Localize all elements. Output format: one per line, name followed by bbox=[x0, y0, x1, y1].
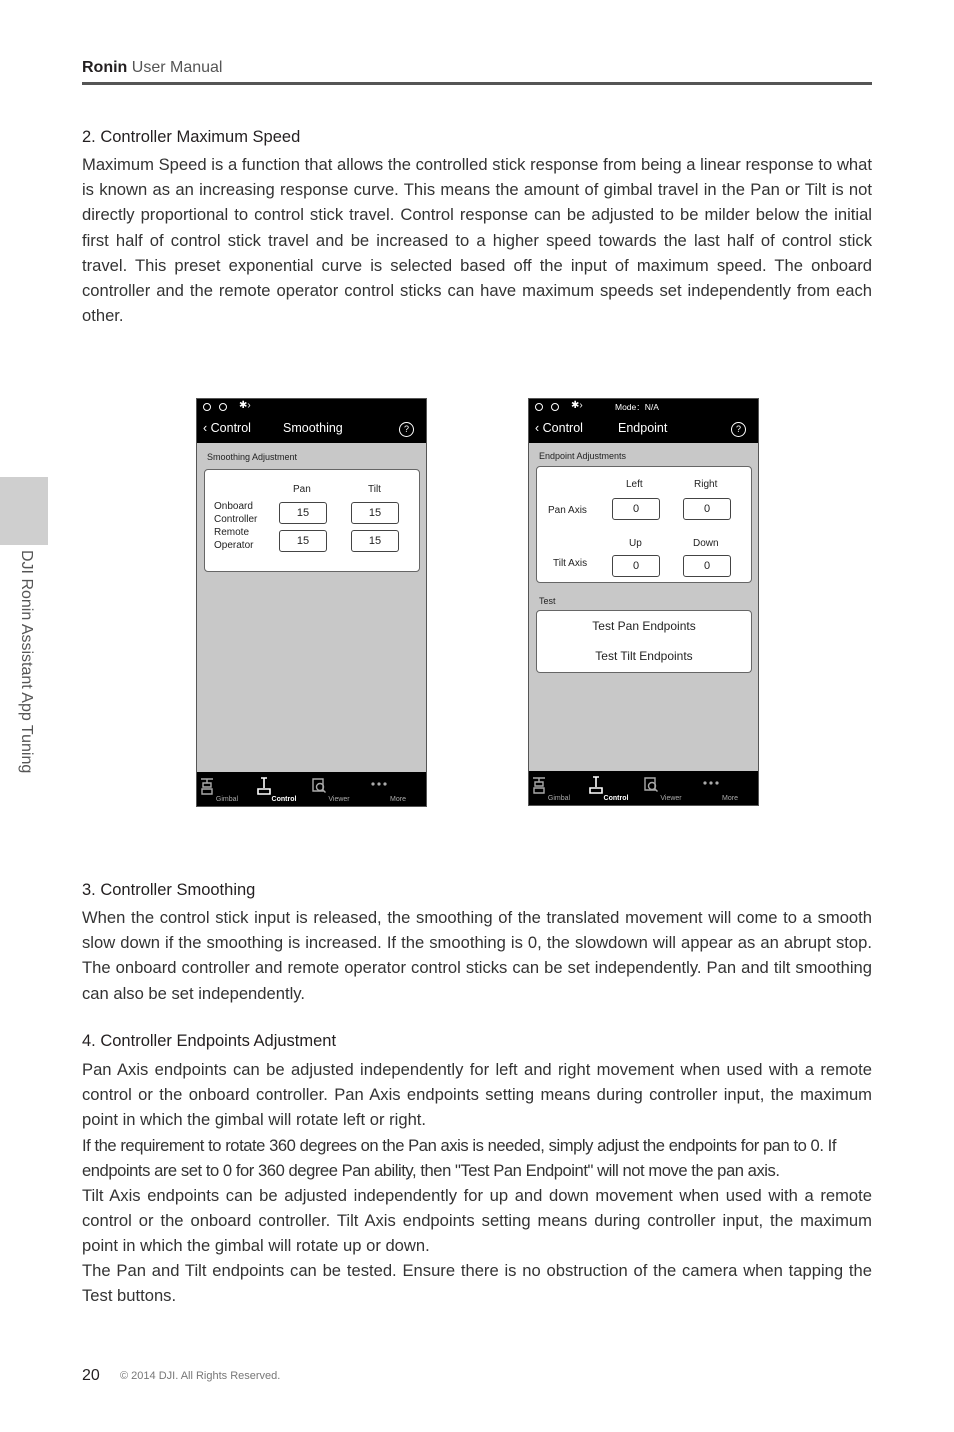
viewer-icon bbox=[311, 777, 327, 795]
paragraph-endpoints-pan: Pan Axis endpoints can be adjusted independently for left and right movement when used with a remote control or the onboard controller. Pan Axis endpoints setting means during controller input, the maximum point in which the gimbal will rotate left or right. bbox=[82, 1060, 872, 1130]
help-icon[interactable]: ? bbox=[399, 422, 414, 437]
status-circle-icon bbox=[535, 403, 543, 411]
tab-more[interactable] bbox=[370, 772, 426, 806]
more-icon bbox=[370, 777, 388, 795]
tilt-down-input[interactable]: 0 bbox=[683, 555, 731, 577]
section-title-endpoints: 4. Controller Endpoints Adjustment bbox=[82, 1032, 337, 1050]
help-icon[interactable]: ? bbox=[731, 422, 746, 437]
back-button[interactable] bbox=[535, 421, 583, 435]
smoothing-card bbox=[204, 469, 420, 572]
row-label-line: Remote bbox=[214, 527, 250, 538]
tab-control[interactable] bbox=[588, 771, 644, 805]
row-label-tilt-axis: Tilt Axis bbox=[553, 558, 588, 569]
section-title-max-speed: 2. Controller Maximum Speed bbox=[82, 128, 301, 146]
column-header-tilt: Tilt bbox=[368, 484, 381, 495]
tab-gimbal[interactable] bbox=[531, 771, 587, 805]
tab-label: Control bbox=[603, 795, 629, 802]
side-tab-label: DJI Ronin Assistant App Tuning bbox=[18, 550, 35, 774]
tab-label: Viewer bbox=[660, 795, 682, 802]
status-circle-icon bbox=[219, 403, 227, 411]
tilt-up-input[interactable]: 0 bbox=[612, 555, 660, 577]
row-label-line: Onboard bbox=[214, 501, 253, 512]
paragraph-endpoints-tilt: Tilt Axis endpoints can be adjusted independently for up and down movement when used with a remote control or the onboard controller. Tilt Axis endpoints setting means during controller input, the maximum point in which the gimbal will rotate up or down. bbox=[82, 1186, 872, 1256]
tab-label: Gimbal bbox=[215, 796, 239, 803]
row-label-line: Operator bbox=[214, 540, 254, 551]
tab-more[interactable] bbox=[702, 771, 758, 805]
test-section-label: Test bbox=[539, 596, 556, 606]
phone-screen-endpoint bbox=[528, 398, 759, 806]
viewer-icon bbox=[643, 776, 659, 794]
tab-viewer[interactable] bbox=[643, 771, 699, 805]
screen-title: Endpoint bbox=[618, 421, 668, 435]
tab-label: More bbox=[390, 796, 406, 803]
back-button[interactable] bbox=[203, 421, 251, 435]
column-header-up: Up bbox=[629, 538, 642, 549]
mode-indicator: Mode：N/A bbox=[615, 402, 659, 412]
onboard-pan-input[interactable]: 15 bbox=[279, 502, 327, 524]
gimbal-icon bbox=[531, 776, 547, 794]
paragraph-endpoints-360: If the requirement to rotate 360 degrees on the Pan axis is needed, simply adjust the endpoints for pan to 0. If endpoints are set to 0 for 360 degree Pan ability, then "Test Pan Endpoint" will not move the pan axis. bbox=[82, 1136, 836, 1181]
paragraph-smoothing: When the control stick input is released, the smoothing of the translated movement will come to a smooth slow down if the smoothing is increased. If the smoothing is 0, the slowdown will appear as an abrupt stop. The onboard controller and remote operator control sticks can be set independently. Pan and tilt smoothing can also be set independently. bbox=[82, 908, 872, 1003]
control-icon bbox=[256, 777, 272, 795]
test-tilt-endpoints-button[interactable]: Test Tilt Endpoints bbox=[536, 641, 752, 673]
header-subtitle: User Manual bbox=[131, 59, 223, 76]
bluetooth-icon: ✱› bbox=[239, 400, 251, 411]
nav-bar bbox=[529, 415, 758, 443]
status-circle-icon bbox=[551, 403, 559, 411]
tab-gimbal[interactable] bbox=[199, 772, 255, 806]
pan-left-input[interactable]: 0 bbox=[612, 498, 660, 520]
header-divider bbox=[82, 82, 872, 85]
column-header-pan: Pan bbox=[293, 484, 311, 495]
test-pan-endpoints-button[interactable]: Test Pan Endpoints bbox=[536, 610, 752, 642]
page-number: 20 bbox=[82, 1367, 100, 1384]
row-label-onboard-controller bbox=[214, 500, 257, 526]
tab-bar bbox=[529, 771, 758, 805]
remote-pan-input[interactable]: 15 bbox=[279, 530, 327, 552]
column-header-down: Down bbox=[693, 538, 719, 549]
row-label-pan-axis: Pan Axis bbox=[548, 505, 587, 516]
gimbal-icon bbox=[199, 777, 215, 795]
more-icon bbox=[702, 776, 720, 794]
status-circle-icon bbox=[203, 403, 211, 411]
row-label-remote-operator bbox=[214, 526, 253, 552]
bluetooth-icon: ✱› bbox=[571, 400, 583, 411]
endpoint-card bbox=[536, 466, 752, 583]
onboard-tilt-input[interactable]: 15 bbox=[351, 502, 399, 524]
screen-title: Smoothing bbox=[283, 421, 343, 435]
header-title bbox=[82, 59, 222, 77]
tab-label: Viewer bbox=[328, 796, 350, 803]
column-header-right: Right bbox=[694, 479, 718, 490]
chevron-left-icon: ‹ bbox=[203, 421, 208, 435]
column-header-left: Left bbox=[626, 479, 643, 490]
back-label: Control bbox=[210, 421, 251, 435]
status-bar bbox=[197, 399, 426, 415]
copyright: © 2014 DJI. All Rights Reserved. bbox=[120, 1370, 281, 1382]
paragraph-max-speed: Maximum Speed is a function that allows the controlled stick response from being a linear response to what is known as an increasing response curve. This means the amount of gimbal travel in the Pan or Tilt is not directly proportional to control stick travel. Control response can be adjusted to be milder below the initial first half of control stick travel and be increased to a higher speed towards the last half of control stick travel. This preset exponential curve is selected based off the input of maximum speed. The onboard controller and the remote operator control sticks can have maximum speeds set independently from each other. bbox=[82, 155, 872, 326]
control-icon bbox=[588, 776, 604, 794]
pan-right-input[interactable]: 0 bbox=[683, 498, 731, 520]
panel-label: Smoothing Adjustment bbox=[207, 452, 298, 462]
remote-tilt-input[interactable]: 15 bbox=[351, 530, 399, 552]
back-label: Control bbox=[542, 421, 583, 435]
nav-bar bbox=[197, 415, 426, 443]
panel-label: Endpoint Adjustments bbox=[539, 451, 627, 461]
tab-bar bbox=[197, 772, 426, 806]
tab-control[interactable] bbox=[256, 772, 312, 806]
tab-viewer[interactable] bbox=[311, 772, 367, 806]
paragraph-endpoints-test: The Pan and Tilt endpoints can be tested. Ensure there is no obstruction of the camera when tapping the Test buttons. bbox=[82, 1261, 872, 1306]
row-label-line: Controller bbox=[214, 514, 258, 525]
tab-label: More bbox=[722, 795, 738, 802]
phone-screen-smoothing bbox=[196, 398, 427, 807]
header-brand: Ronin bbox=[82, 59, 128, 76]
tab-label: Control bbox=[271, 796, 297, 803]
status-bar bbox=[529, 399, 758, 415]
section-title-smoothing: 3. Controller Smoothing bbox=[82, 881, 256, 899]
tab-label: Gimbal bbox=[547, 795, 571, 802]
chevron-left-icon: ‹ bbox=[535, 421, 540, 435]
side-tab-marker bbox=[0, 477, 48, 545]
